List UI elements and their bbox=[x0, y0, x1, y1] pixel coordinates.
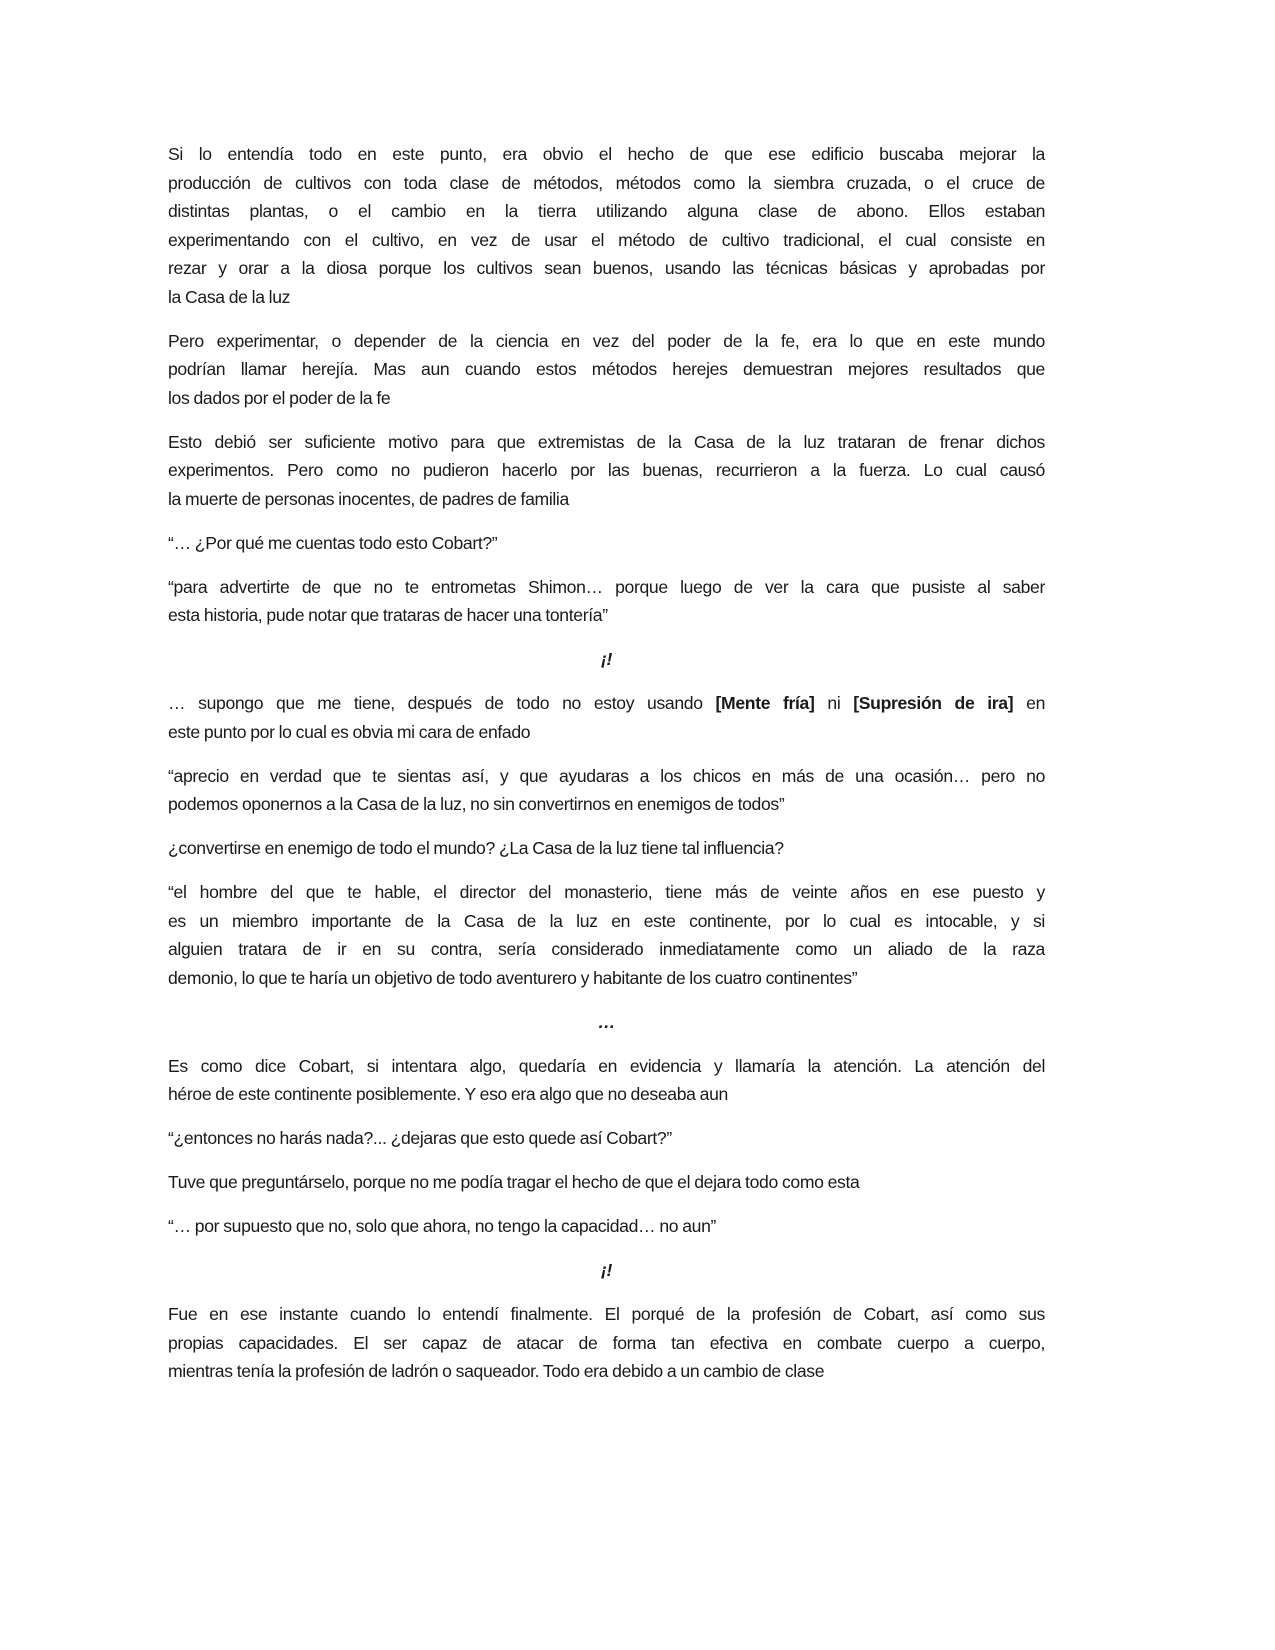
text-line: “… ¿Por qué me cuentas todo esto Cobart?” bbox=[168, 532, 498, 553]
text-line: producción de cultivos con toda clase de métodos, métodos como la siembra cruzada, o el cruce de bbox=[168, 172, 1045, 193]
text-line: demonio, lo que te haría un objetivo de todo aventurero y habitante de los cuatro continentes” bbox=[168, 967, 858, 988]
text-line: experimentando con el cultivo, en vez de usar el método de cultivo tradicional, el cual consiste en bbox=[168, 229, 1045, 250]
text-line: Tuve que preguntárselo, porque no me podía tragar el hecho de que el dejara todo como esta bbox=[168, 1172, 860, 1192]
text-line: alguien tratara de ir en su contra, sería considerado inmediatamente como un aliado de la raza bbox=[168, 939, 1045, 959]
text-line: “¿entonces no harás nada?... ¿dejaras que esto quede así Cobart?” bbox=[168, 1128, 672, 1148]
text-line: podemos oponernos a la Casa de la luz, no sin convertirnos en enemigos de todos” bbox=[168, 794, 785, 814]
paragraph bbox=[168, 529, 1045, 558]
paragraph bbox=[168, 1168, 1045, 1197]
text-line: propias capacidades. El ser capaz de atacar de forma tan efectiva en combate cuerpo a cuerpo, bbox=[168, 1332, 1045, 1353]
paragraph bbox=[168, 327, 1045, 413]
paragraph bbox=[168, 1212, 1045, 1241]
paragraph bbox=[168, 878, 1045, 992]
paragraph bbox=[168, 140, 1045, 311]
paragraph bbox=[168, 573, 1045, 630]
text-line: ¡! bbox=[600, 1260, 613, 1280]
document-body bbox=[168, 140, 1045, 1401]
scene-mark bbox=[168, 1256, 1045, 1285]
text-line: este punto por lo cual es obvia mi cara de enfado bbox=[168, 721, 531, 742]
text-line: podrían llamar herejía. Mas aun cuando estos métodos herejes demuestran mejores resultados que bbox=[168, 359, 1045, 379]
text-line: ¡! bbox=[600, 649, 613, 669]
text-line: “el hombre del que te hable, el director del monasterio, tiene más de veinte años en ese puesto y bbox=[168, 882, 1045, 902]
bold-skill-name: [Supresión de ira] bbox=[853, 693, 1014, 713]
text-line: esta historia, pude notar que trataras de hacer una tontería” bbox=[168, 605, 608, 625]
text-segment: … supongo que me tiene, después de todo no estoy usando bbox=[168, 693, 716, 713]
text-line: Es como dice Cobart, si intentara algo, quedaría en evidencia y llamaría la atención. La atención del bbox=[168, 1055, 1045, 1076]
text-line: “aprecio en verdad que te sientas así, y que ayudaras a los chicos en más de una ocasión… pero no bbox=[168, 765, 1045, 786]
text-line: Pero experimentar, o depender de la ciencia en vez del poder de la fe, era lo que en este mundo bbox=[168, 330, 1045, 351]
bold-skill-name: [Mente fría] bbox=[715, 693, 815, 713]
text-line: es un miembro importante de la Casa de la luz en este continente, por lo cual es intocable, y si bbox=[168, 910, 1045, 931]
scene-mark bbox=[168, 1008, 1045, 1037]
text-line: Esto debió ser suficiente motivo para que extremistas de la Casa de la luz trataran de frenar dichos bbox=[168, 431, 1045, 452]
text-line: la muerte de personas inocentes, de padres de familia bbox=[168, 488, 569, 509]
paragraph bbox=[168, 689, 1045, 746]
paragraph bbox=[168, 1300, 1045, 1386]
text-line: la Casa de la luz bbox=[168, 286, 291, 307]
scene-mark bbox=[168, 645, 1045, 674]
paragraph bbox=[168, 1124, 1045, 1153]
text-line bbox=[168, 689, 1045, 718]
text-line: mientras tenía la profesión de ladrón o saqueador. Todo era debido a un cambio de clase bbox=[168, 1361, 825, 1381]
text-segment: en bbox=[1013, 693, 1045, 713]
paragraph bbox=[168, 428, 1045, 514]
text-line: Si lo entendía todo en este punto, era obvio el hecho de que ese edificio buscaba mejorar la bbox=[168, 144, 1045, 164]
text-line: rezar y orar a la diosa porque los cultivos sean buenos, usando las técnicas básicas y aprobadas por bbox=[168, 258, 1045, 278]
text-line: los dados por el poder de la fe bbox=[168, 387, 391, 408]
paragraph bbox=[168, 834, 1045, 863]
text-line: ¿convertirse en enemigo de todo el mundo? ¿La Casa de la luz tiene tal influencia? bbox=[168, 838, 784, 858]
text-line: distintas plantas, o el cambio en la tierra utilizando alguna clase de abono. Ellos estaban bbox=[168, 201, 1045, 221]
paragraph bbox=[168, 1052, 1045, 1109]
text-line: “… por supuesto que no, solo que ahora, no tengo la capacidad… no aun” bbox=[168, 1216, 717, 1236]
paragraph bbox=[168, 762, 1045, 819]
text-line: héroe de este continente posiblemente. Y eso era algo que no deseaba aun bbox=[168, 1084, 728, 1104]
text-segment: ni bbox=[814, 693, 854, 713]
text-line: … bbox=[597, 1011, 616, 1032]
text-line: Fue en ese instante cuando lo entendí finalmente. El porqué de la profesión de Cobart, así como sus bbox=[168, 1304, 1045, 1324]
text-line: experimentos. Pero como no pudieron hacerlo por las buenas, recurrieron a la fuerza. Lo cual causó bbox=[168, 460, 1045, 480]
text-line: “para advertirte de que no te entrometas Shimon… porque luego de ver la cara que pusiste al saber bbox=[168, 576, 1045, 597]
